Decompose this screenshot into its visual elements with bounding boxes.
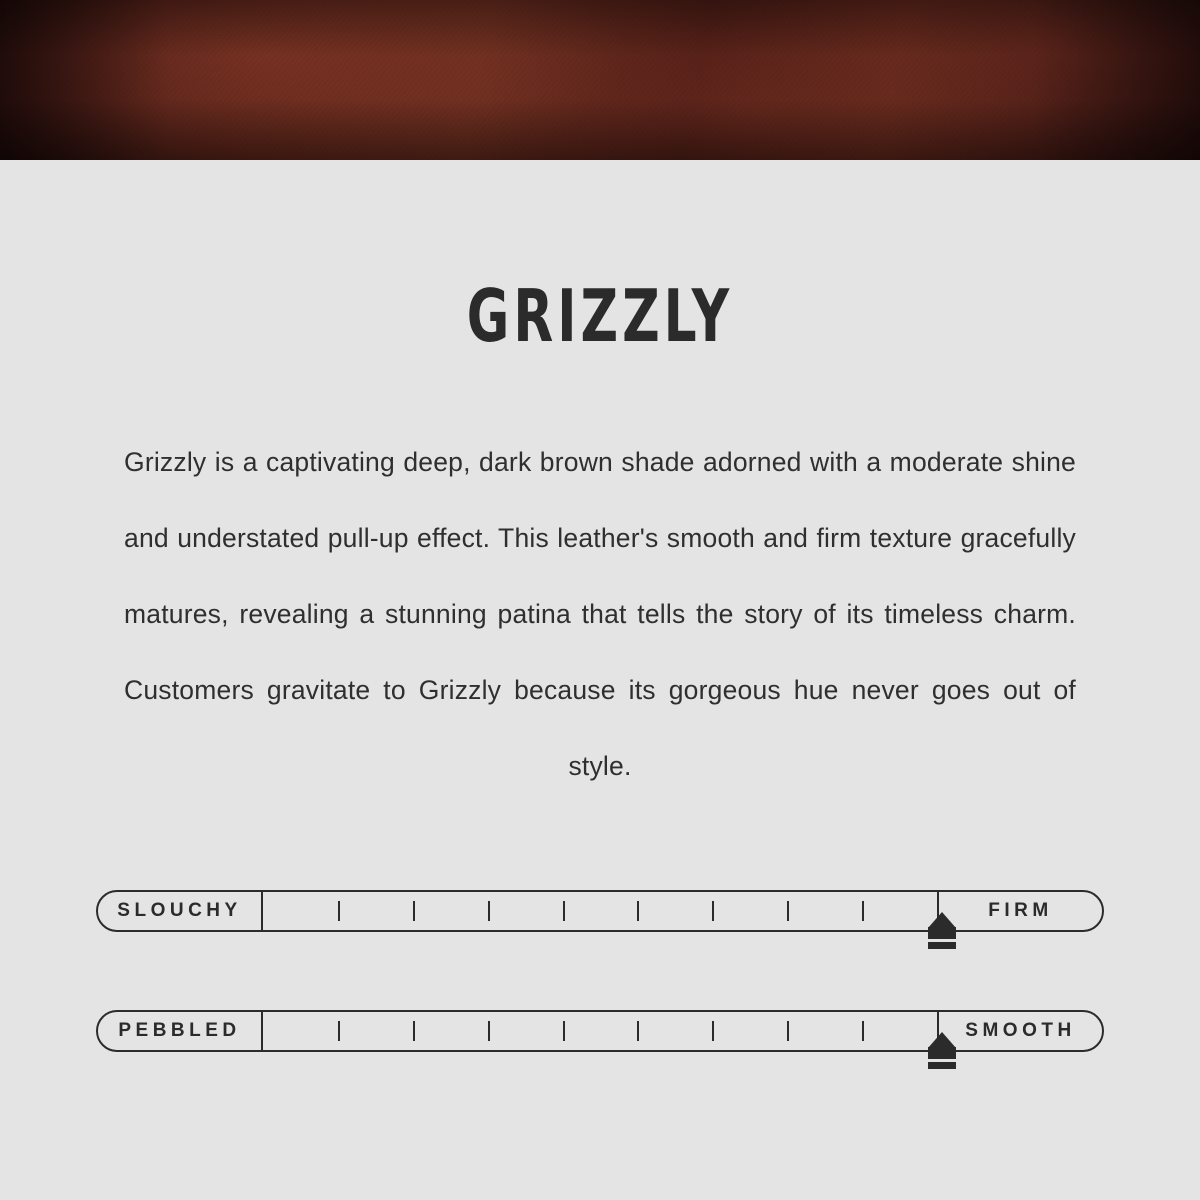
slider-tick xyxy=(563,1021,565,1041)
product-description: Grizzly is a captivating deep, dark brown shade adorned with a moderate shine and understated pull-up effect. This leather's smooth and firm texture gracefully matures, revealing a stunning patina that tells the story of its timeless charm. Customers gravitate to Grizzly because its gorgeous hue never goes out of style. xyxy=(124,447,1076,781)
slider-tick xyxy=(488,901,490,921)
leather-grain-overlay xyxy=(0,0,1200,160)
slider-label-firm: FIRM xyxy=(937,892,1102,930)
slider-tick xyxy=(413,901,415,921)
slider-ticks-firmness xyxy=(263,892,937,930)
slider-label-pebbled: PEBBLED xyxy=(98,1012,263,1050)
slider-firmness[interactable] xyxy=(96,890,1104,962)
slider-tick xyxy=(637,901,639,921)
attribute-sliders xyxy=(0,890,1200,1130)
slider-tick xyxy=(712,1021,714,1041)
slider-label-smooth: SMOOTH xyxy=(937,1012,1102,1050)
page-title: GRIZZLY xyxy=(466,274,734,358)
slider-tick xyxy=(787,1021,789,1041)
slider-tick xyxy=(488,1021,490,1041)
slider-tick xyxy=(862,901,864,921)
marker-base-icon xyxy=(928,1062,956,1069)
slider-tick xyxy=(787,901,789,921)
slider-tick xyxy=(637,1021,639,1041)
leather-vignette-overlay xyxy=(0,0,1200,160)
leather-swatch-image xyxy=(0,0,1200,160)
slider-tick xyxy=(338,901,340,921)
slider-tick xyxy=(563,901,565,921)
slider-texture[interactable] xyxy=(96,1010,1104,1082)
slider-tick xyxy=(413,1021,415,1041)
marker-base-icon xyxy=(928,942,956,949)
slider-track-firmness[interactable] xyxy=(96,890,1104,932)
slider-label-slouchy: SLOUCHY xyxy=(98,892,263,930)
slider-ticks-texture xyxy=(263,1012,937,1050)
slider-tick xyxy=(712,901,714,921)
slider-tick xyxy=(862,1021,864,1041)
slider-tick xyxy=(338,1021,340,1041)
slider-track-texture[interactable] xyxy=(96,1010,1104,1052)
